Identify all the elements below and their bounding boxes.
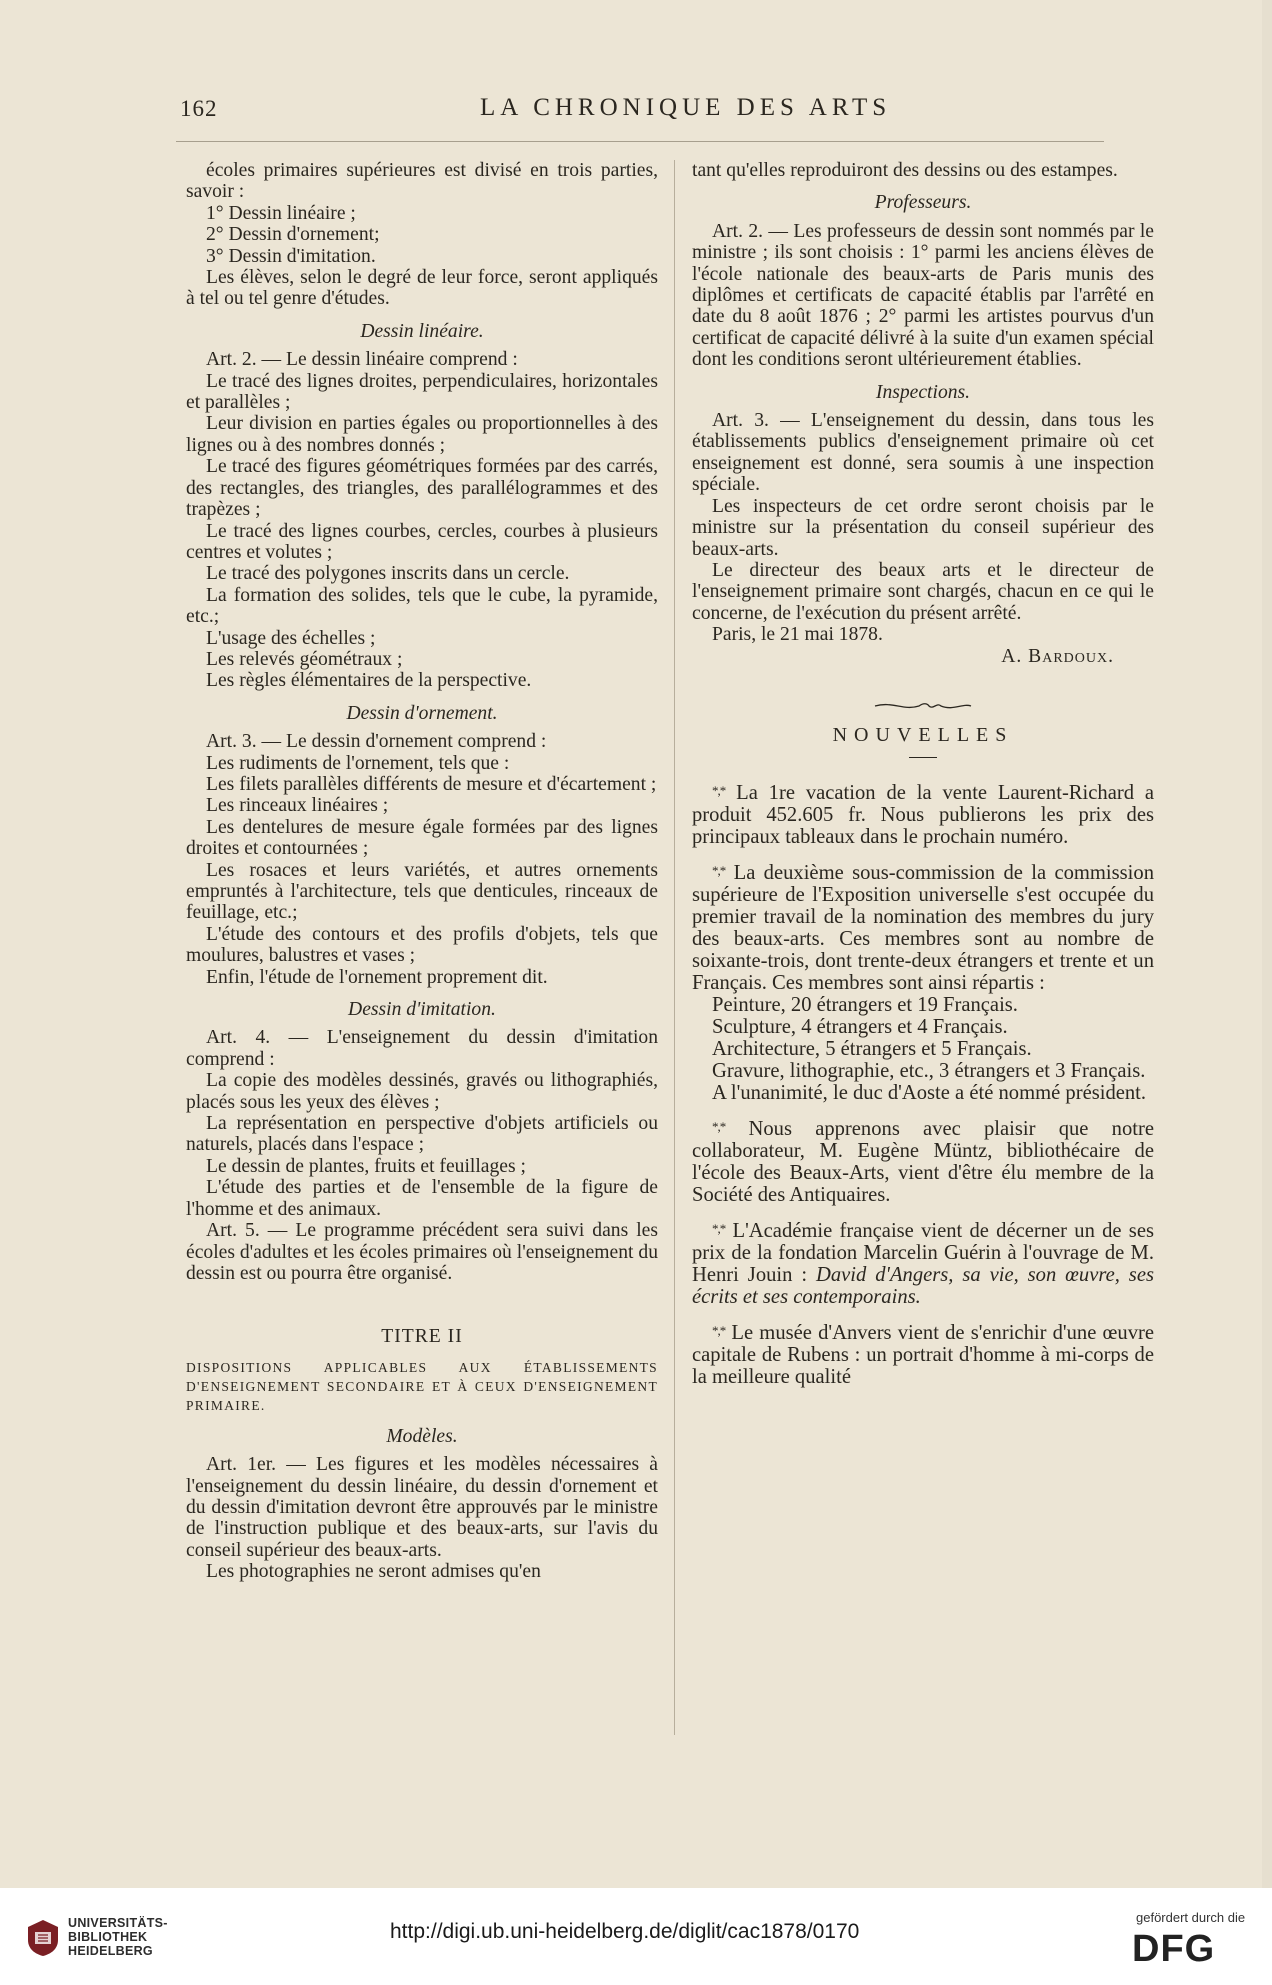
funded-by-label: gefördert durch die <box>1136 1910 1246 1925</box>
list-item: 1° Dessin linéaire ; <box>206 202 356 224</box>
list-item: La représentation en perspective d'objets artificiels ou naturels, placés dans l'espace ; <box>186 1113 658 1156</box>
list-item: Gravure, lithographie, etc., 3 étrangers et 3 Français. <box>712 1059 1146 1082</box>
section-heading: Dessin linéaire. <box>360 320 484 342</box>
list-item: L'étude des contours et des profils d'objets, tels que moulures, balustres et vases ; <box>186 923 658 967</box>
page-header <box>180 92 1140 132</box>
list-item: Les rosaces et leurs variétés, et autres ornements empruntés à l'architecture, tels que denticules, rinceaux de feuillage, etc.; <box>186 859 658 924</box>
list-item: Peinture, 20 étrangers et 19 Français. <box>712 993 1018 1016</box>
list-item: Les rudiments de l'ornement, tels que : <box>206 752 510 774</box>
list-item: 2° Dessin d'ornement; <box>206 224 380 246</box>
article: Art. 2. — Le dessin linéaire comprend : <box>206 349 518 371</box>
list-item: Les relevés géométraux ; <box>206 648 403 670</box>
section-heading: Dessin d'ornement. <box>346 702 498 724</box>
column-divider <box>674 160 675 1735</box>
list-item: La copie des modèles dessinés, gravés ou lithographiés, placés sous les yeux des élèves ; <box>186 1070 658 1113</box>
right-column <box>692 160 1154 1388</box>
section-heading: Modèles. <box>386 1425 458 1447</box>
section-heading: Dessin d'imitation. <box>348 999 496 1021</box>
news-item: *,* La deuxième sous-commission de la commission supérieure de l'Exposition universelle s'est occupée du premier travail de la nomination des membres du jury des beaux-arts. Ces membres sont au nombre de soixante-trois, dont trente-deux étrangers et trente et un Français. Ces membres sont ainsi répartis : <box>692 861 1154 994</box>
article: Art. 5. — Le programme précédent sera suivi dans les écoles d'adultes et les écoles primaires où l'enseignement du dessin est ou pourra être organisé. <box>186 1220 658 1284</box>
paragraph: tant qu'elles reproduiront des dessins ou des estampes. <box>692 160 1118 181</box>
paragraph: A l'unanimité, le duc d'Aoste a été nommé président. <box>712 1081 1147 1104</box>
asterism-icon: *,* <box>712 862 726 878</box>
left-column <box>186 160 658 1583</box>
list-item: L'étude des parties et de l'ensemble de la figure de l'homme et des animaux. <box>186 1177 658 1220</box>
institution-name: UNIVERSITÄTS- BIBLIOTHEK HEIDELBERG <box>68 1916 168 1958</box>
article: Art. 1er. — Les figures et les modèles nécessaires à l'enseignement du dessin linéaire, du dessin d'ornement et du dessin d'imitation devront être approuvés par le ministre de l'instruction publique et des beaux-arts, sur l'avis du conseil supérieur des beaux-arts. <box>186 1454 658 1561</box>
list-item: Les règles élémentaires de la perspective. <box>206 670 532 692</box>
book-title: David d'Angers, sa vie, son œuvre, ses écrits et ses contemporains. <box>692 1263 1154 1308</box>
asterism-icon: *,* <box>712 1322 726 1338</box>
list-item: Le tracé des lignes droites, perpendiculaires, horizontales et parallèles ; <box>186 370 658 414</box>
list-item: Les rinceaux linéaires ; <box>206 795 389 817</box>
news-item: *,* Le musée d'Anvers vient de s'enrichir d'une œuvre capitale de Rubens : un portrait d'homme à mi-corps de la meilleure qualité <box>692 1321 1154 1388</box>
list-item: Sculpture, 4 étrangers et 4 Français. <box>712 1015 1008 1038</box>
running-title: LA CHRONIQUE DES ARTS <box>480 94 892 121</box>
header-rule <box>176 141 1104 142</box>
footer-bar <box>0 1888 1272 1985</box>
list-item: Architecture, 5 étrangers et 5 Français. <box>712 1037 1032 1060</box>
asterism-icon: *,* <box>712 782 726 798</box>
article: Art. 3. — L'enseignement du dessin, dans tous les établissements publics d'enseignement primaire où cet enseignement est donné, sera soumis à une inspection spéciale. <box>692 410 1154 496</box>
university-logo-icon <box>26 1918 60 1958</box>
dfg-logo: DFG <box>1132 1928 1216 1970</box>
title-subheading: DISPOSITIONS APPLICABLES AUX ÉTABLISSEMENTS D'ENSEIGNEMENT SECONDAIRE ET À CEUX D'ENSEIGNEMENT PRIMAIRE. <box>186 1359 658 1413</box>
list-item: Le tracé des figures géométriques formées par des carrés, des rectangles, des triangles, des parallélogrammes et des trapèzes ; <box>186 456 658 521</box>
paragraph: Les élèves, selon le degré de leur force, seront appliqués à tel ou tel genre d'études. <box>186 267 658 310</box>
list-item: 3° Dessin d'imitation. <box>206 245 376 267</box>
flourish-icon <box>873 699 973 713</box>
list-item: Le tracé des polygones inscrits dans un cercle. <box>206 563 570 585</box>
list-item: Les filets parallèles différents de mesure et d'écartement ; <box>206 773 657 795</box>
section-heading: Professeurs. <box>874 192 972 214</box>
page-edge <box>1262 0 1272 1888</box>
asterism-icon: *,* <box>712 1220 726 1236</box>
news-item: *,* L'Académie française vient de décerner un de ses prix de la fondation Marcelin Guérin à l'ouvrage de M. Henri Jouin : David d'Angers, sa vie, son œuvre, ses écrits et ses contemporains. <box>692 1219 1154 1308</box>
section-heading: Inspections. <box>875 381 971 403</box>
signature: A. Bardoux. <box>1001 645 1114 667</box>
list-item: Les dentelures de mesure égale formées par des lignes droites et contournées ; <box>186 816 658 860</box>
news-item: *,* La 1re vacation de la vente Laurent-Richard a produit 452.605 fr. Nous publierons les prix des principaux tableaux dans le prochain numéro. <box>692 781 1154 848</box>
article: Art. 2. — Les professeurs de dessin sont nommés par le ministre ; ils sont choisis : 1° parmi les anciens élèves de l'école nationale des beaux-arts de Paris munis des diplômes et certificats de capacité établis par l'arrêté en date du 8 août 1876 ; 2° parmi les artistes pourvus d'un certificat de capacité délivré à la suite d'un examen spécial dont les conditions seront ultérieurement établies. <box>692 220 1154 371</box>
nouvelles-heading: NOUVELLES <box>832 723 1014 746</box>
paragraph: Les photographies ne seront admises qu'en <box>206 1561 541 1583</box>
list-item: L'usage des échelles ; <box>206 627 376 649</box>
source-url-link[interactable]: http://digi.ub.uni-heidelberg.de/diglit/cac1878/0170 <box>390 1920 860 1943</box>
list-item: La formation des solides, tels que le cube, la pyramide, etc.; <box>186 584 658 628</box>
ornament-divider <box>692 697 1154 717</box>
paragraph: Le directeur des beaux arts et le directeur de l'enseignement primaire sont chargés, chacun en ce qui le concerne, de l'exécution du présent arrêté. <box>692 559 1154 624</box>
list-item: Enfin, l'étude de l'ornement proprement dit. <box>206 966 548 988</box>
list-item: Leur division en parties égales ou proportionnelles à des lignes ou à des nombres donnés ; <box>186 413 658 456</box>
paragraph: écoles primaires supérieures est divisé en trois parties, savoir : <box>186 160 658 203</box>
title-heading: TITRE II <box>381 1326 463 1348</box>
article: Art. 3. — Le dessin d'ornement comprend : <box>206 731 547 753</box>
list-item: Le dessin de plantes, fruits et feuillages ; <box>206 1155 526 1177</box>
short-dash <box>692 746 1154 767</box>
news-item: *,* Nous apprenons avec plaisir que notre collaborateur, M. Eugène Müntz, bibliothécaire de l'école des Beaux-Arts, vient d'être élu membre de la Société des Antiquaires. <box>692 1117 1154 1206</box>
list-item: Le tracé des lignes courbes, cercles, courbes à plusieurs centres et volutes ; <box>186 520 658 563</box>
date-line: Paris, le 21 mai 1878. <box>712 624 883 646</box>
page-number: 162 <box>180 96 218 121</box>
paragraph: Les inspecteurs de cet ordre seront choisis par le ministre sur la présentation du conseil supérieur des beaux-arts. <box>692 495 1154 560</box>
article: Art. 4. — L'enseignement du dessin d'imitation comprend : <box>186 1027 658 1070</box>
asterism-icon: *,* <box>712 1118 726 1134</box>
